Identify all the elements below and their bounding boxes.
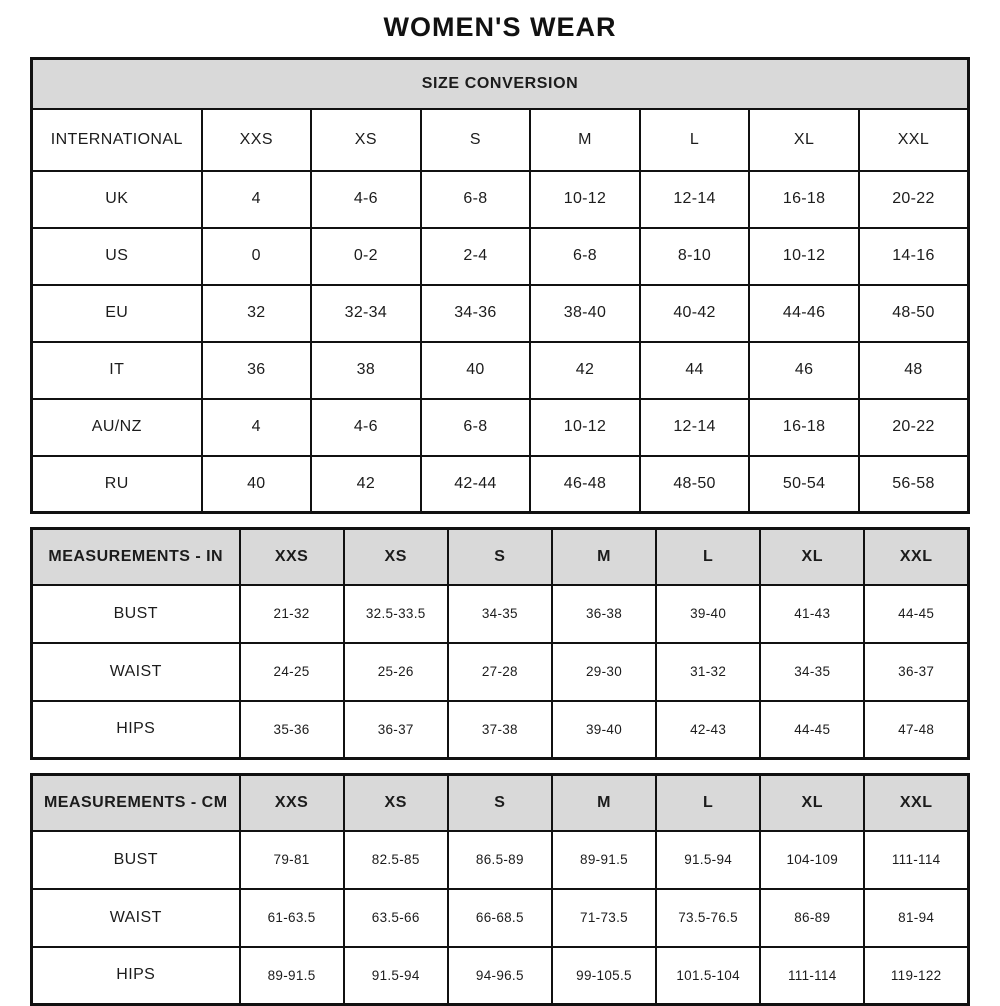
row-header-label: MEASUREMENTS - CM — [32, 775, 240, 831]
size-column-header: XS — [311, 109, 421, 171]
row-label: HIPS — [32, 701, 240, 759]
value-cell: 12-14 — [640, 399, 750, 456]
size-column-header: S — [421, 109, 531, 171]
value-cell: 21-32 — [240, 585, 344, 643]
value-cell: 42 — [530, 342, 640, 399]
measurements-cm-body — [32, 831, 969, 1005]
value-cell: 29-30 — [552, 643, 656, 701]
value-cell: 6-8 — [421, 171, 531, 228]
measurements-cm-table — [30, 773, 970, 1006]
row-label: WAIST — [32, 889, 240, 947]
value-cell: 89-91.5 — [240, 947, 344, 1005]
row-header-label: MEASUREMENTS - IN — [32, 529, 240, 585]
table-row — [32, 285, 969, 342]
value-cell: 50-54 — [749, 456, 859, 513]
value-cell: 82.5-85 — [344, 831, 448, 889]
size-conversion-body — [32, 171, 969, 513]
measurements-in-table — [30, 527, 970, 760]
value-cell: 56-58 — [859, 456, 969, 513]
section-banner-row — [32, 59, 969, 109]
value-cell: 32-34 — [311, 285, 421, 342]
value-cell: 31-32 — [656, 643, 760, 701]
value-cell: 42 — [311, 456, 421, 513]
row-label: BUST — [32, 585, 240, 643]
size-column-header: L — [656, 775, 760, 831]
size-column-header: M — [530, 109, 640, 171]
value-cell: 0-2 — [311, 228, 421, 285]
value-cell: 20-22 — [859, 171, 969, 228]
value-cell: 79-81 — [240, 831, 344, 889]
value-cell: 111-114 — [760, 947, 864, 1005]
value-cell: 40 — [202, 456, 312, 513]
size-conversion-table — [30, 57, 970, 514]
value-cell: 71-73.5 — [552, 889, 656, 947]
value-cell: 44 — [640, 342, 750, 399]
value-cell: 36-37 — [864, 643, 968, 701]
value-cell: 37-38 — [448, 701, 552, 759]
value-cell: 44-45 — [864, 585, 968, 643]
row-label: IT — [32, 342, 202, 399]
value-cell: 44-45 — [760, 701, 864, 759]
table-row — [32, 701, 969, 759]
value-cell: 25-26 — [344, 643, 448, 701]
value-cell: 38 — [311, 342, 421, 399]
size-column-header: S — [448, 529, 552, 585]
value-cell: 14-16 — [859, 228, 969, 285]
value-cell: 39-40 — [656, 585, 760, 643]
value-cell: 91.5-94 — [344, 947, 448, 1005]
value-cell: 40 — [421, 342, 531, 399]
value-cell: 86-89 — [760, 889, 864, 947]
value-cell: 27-28 — [448, 643, 552, 701]
size-column-header: M — [552, 529, 656, 585]
page-title: WOMEN'S WEAR — [383, 12, 617, 42]
value-cell: 34-35 — [760, 643, 864, 701]
value-cell: 73.5-76.5 — [656, 889, 760, 947]
value-cell: 16-18 — [749, 399, 859, 456]
value-cell: 10-12 — [749, 228, 859, 285]
value-cell: 46 — [749, 342, 859, 399]
value-cell: 20-22 — [859, 399, 969, 456]
row-label: US — [32, 228, 202, 285]
value-cell: 34-36 — [421, 285, 531, 342]
value-cell: 4 — [202, 399, 312, 456]
value-cell: 89-91.5 — [552, 831, 656, 889]
value-cell: 8-10 — [640, 228, 750, 285]
table-row — [32, 399, 969, 456]
value-cell: 91.5-94 — [656, 831, 760, 889]
table-row — [32, 171, 969, 228]
size-column-header: M — [552, 775, 656, 831]
size-column-header: XL — [749, 109, 859, 171]
value-cell: 101.5-104 — [656, 947, 760, 1005]
value-cell: 36-38 — [552, 585, 656, 643]
table-row — [32, 643, 969, 701]
table-row — [32, 889, 969, 947]
row-label: BUST — [32, 831, 240, 889]
table-row — [32, 585, 969, 643]
value-cell: 63.5-66 — [344, 889, 448, 947]
value-cell: 32.5-33.5 — [344, 585, 448, 643]
value-cell: 94-96.5 — [448, 947, 552, 1005]
value-cell: 36 — [202, 342, 312, 399]
size-column-header: XS — [344, 529, 448, 585]
table-row — [32, 947, 969, 1005]
value-cell: 6-8 — [530, 228, 640, 285]
value-cell: 41-43 — [760, 585, 864, 643]
size-column-header: XL — [760, 775, 864, 831]
size-conversion-banner: SIZE CONVERSION — [32, 59, 969, 109]
value-cell: 0 — [202, 228, 312, 285]
value-cell: 24-25 — [240, 643, 344, 701]
value-cell: 10-12 — [530, 399, 640, 456]
size-column-header: XXS — [240, 529, 344, 585]
value-cell: 86.5-89 — [448, 831, 552, 889]
size-column-header: XL — [760, 529, 864, 585]
row-label: AU/NZ — [32, 399, 202, 456]
value-cell: 44-46 — [749, 285, 859, 342]
table-row — [32, 456, 969, 513]
value-cell: 32 — [202, 285, 312, 342]
measurements-in-body — [32, 585, 969, 759]
size-column-header: L — [640, 109, 750, 171]
row-label: EU — [32, 285, 202, 342]
value-cell: 42-44 — [421, 456, 531, 513]
size-column-header: XXS — [202, 109, 312, 171]
measurements-cm-header-row — [32, 775, 969, 831]
value-cell: 4-6 — [311, 399, 421, 456]
value-cell: 6-8 — [421, 399, 531, 456]
size-column-header: XXL — [864, 529, 968, 585]
size-column-header: XXS — [240, 775, 344, 831]
row-label: UK — [32, 171, 202, 228]
value-cell: 39-40 — [552, 701, 656, 759]
value-cell: 66-68.5 — [448, 889, 552, 947]
value-cell: 61-63.5 — [240, 889, 344, 947]
size-column-header: XXL — [859, 109, 969, 171]
table-row — [32, 831, 969, 889]
value-cell: 38-40 — [530, 285, 640, 342]
size-header-row — [32, 109, 969, 171]
row-label: RU — [32, 456, 202, 513]
value-cell: 46-48 — [530, 456, 640, 513]
value-cell: 111-114 — [864, 831, 968, 889]
size-column-header: L — [656, 529, 760, 585]
value-cell: 81-94 — [864, 889, 968, 947]
value-cell: 48-50 — [859, 285, 969, 342]
value-cell: 119-122 — [864, 947, 968, 1005]
row-label: HIPS — [32, 947, 240, 1005]
row-header-label: INTERNATIONAL — [32, 109, 202, 171]
measurements-in-header-row — [32, 529, 969, 585]
size-column-header: XS — [344, 775, 448, 831]
value-cell: 48-50 — [640, 456, 750, 513]
value-cell: 16-18 — [749, 171, 859, 228]
value-cell: 48 — [859, 342, 969, 399]
row-label: WAIST — [32, 643, 240, 701]
value-cell: 2-4 — [421, 228, 531, 285]
size-column-header: XXL — [864, 775, 968, 831]
value-cell: 4 — [202, 171, 312, 228]
value-cell: 10-12 — [530, 171, 640, 228]
table-row — [32, 342, 969, 399]
table-row — [32, 228, 969, 285]
size-column-header: S — [448, 775, 552, 831]
value-cell: 34-35 — [448, 585, 552, 643]
value-cell: 42-43 — [656, 701, 760, 759]
value-cell: 47-48 — [864, 701, 968, 759]
value-cell: 36-37 — [344, 701, 448, 759]
value-cell: 104-109 — [760, 831, 864, 889]
value-cell: 12-14 — [640, 171, 750, 228]
value-cell: 40-42 — [640, 285, 750, 342]
value-cell: 99-105.5 — [552, 947, 656, 1005]
value-cell: 4-6 — [311, 171, 421, 228]
value-cell: 35-36 — [240, 701, 344, 759]
